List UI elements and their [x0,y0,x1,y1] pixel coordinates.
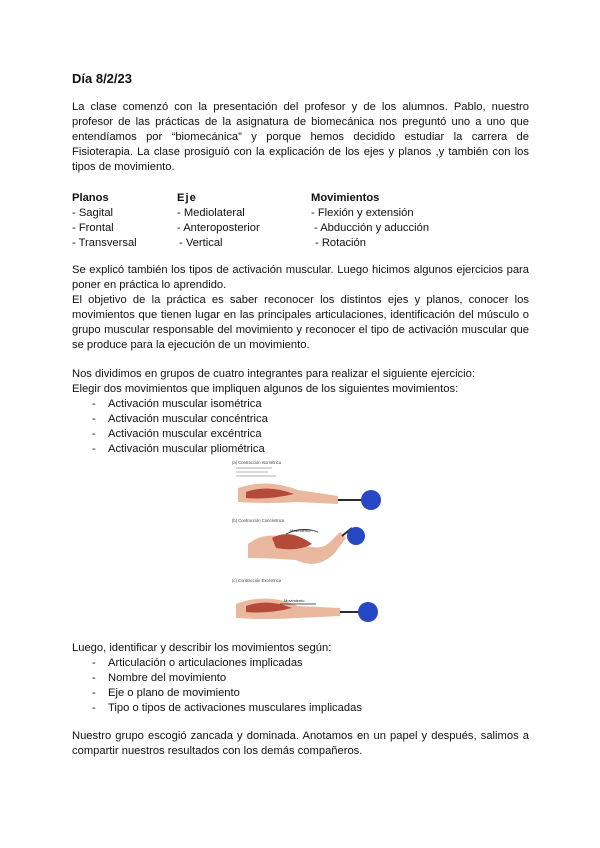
activation-list [92,397,268,457]
figure-label-isometric: (a) Contracción Isométrica [232,460,282,465]
figure-label-concentric: (b) Contracción Concéntrica [232,518,285,523]
list-item: - Activación muscular pliométrica [92,442,268,457]
dumbbell-weight [347,527,365,545]
table-cell: - Rotación [315,237,366,249]
movement-label: Movimiento [290,528,311,533]
objective-paragraph: El objetivo de la práctica es saber reconocer los distintos ejes y planos, conocer los movimientos que tienen lugar en las principales articulaciones, identificación del músculo o grupo muscular responsable del movimiento y reconocer el tipo de activación muscular que se produce para la ejecución de un movimiento. [72,294,529,351]
groups-paragraph: Nos dividimos en grupos de cuatro integrantes para realizar el siguiente ejercicio: [72,368,475,380]
table-cell: - Sagital [72,207,114,219]
list-item: - Tipo o tipos de activaciones musculares implicadas [92,701,362,716]
header-planos: Planos [72,192,109,204]
figure-label-eccentric: (c) Contracción Excéntrica [232,578,282,583]
entry-date: Día 8/2/23 [72,71,132,86]
muscle-contraction-figure [228,458,390,634]
activation-paragraph: Se explicó también los tipos de activación muscular. Luego hicimos algunos ejercicios para poner en práctica lo aprendido. [72,264,529,291]
panel-concentric [232,518,365,564]
dumbbell-weight [361,490,381,510]
panel-isometric [232,460,381,510]
table-cell: - Transversal [72,237,137,249]
table-cell: - Anteroposterior [177,222,260,234]
table-row [72,206,532,221]
table-row [72,221,532,236]
table-cell: - Frontal [72,222,114,234]
list-item: - Activación muscular isométrica [92,397,268,412]
table-cell: - Mediolateral [177,207,245,219]
movement-label: Movimiento [284,598,305,603]
list-item: - Eje o plano de movimiento [92,686,362,701]
panel-eccentric [232,578,378,622]
list-item: - Nombre del movimiento [92,671,362,686]
table-cell: - Abducción y aducción [314,222,430,234]
dumbbell-weight [358,602,378,622]
planes-axes-table [72,191,532,251]
header-eje: Eje [177,192,197,204]
table-cell: - Flexión y extensión [311,207,414,219]
criteria-list [92,656,362,716]
conclusion-paragraph: Nuestro grupo escogió zancada y dominada. Anotamos en un papel y después, salimos a compartir nuestros resultados con los demás compañeros. [72,730,529,757]
identify-paragraph: Luego, identificar y describir los movimientos según: [72,642,332,654]
table-row [72,236,532,251]
list-item: - Articulación o articulaciones implicadas [92,656,362,671]
intro-paragraph: La clase comenzó con la presentación del profesor y de los alumnos. Pablo, nuestro profesor de las prácticas de la asignatura de biomecánica nos preguntó uno a uno que entendíamos por “biomecánica” y porque hemos decidido estudiar la carrera de Fisioterapia. La clase prosiguió con la explicación de los ejes y planos ,y también con los tipos de movimiento. [72,101,529,173]
table-header-row [72,191,532,206]
exercise-instruction: Elegir dos movimientos que impliquen algunos de los siguientes movimientos: [72,383,459,395]
table-cell: - Vertical [179,237,223,249]
header-movimientos: Movimientos [311,192,380,204]
list-item: - Activación muscular concéntrica [92,412,268,427]
list-item: - Activación muscular excéntrica [92,427,268,442]
